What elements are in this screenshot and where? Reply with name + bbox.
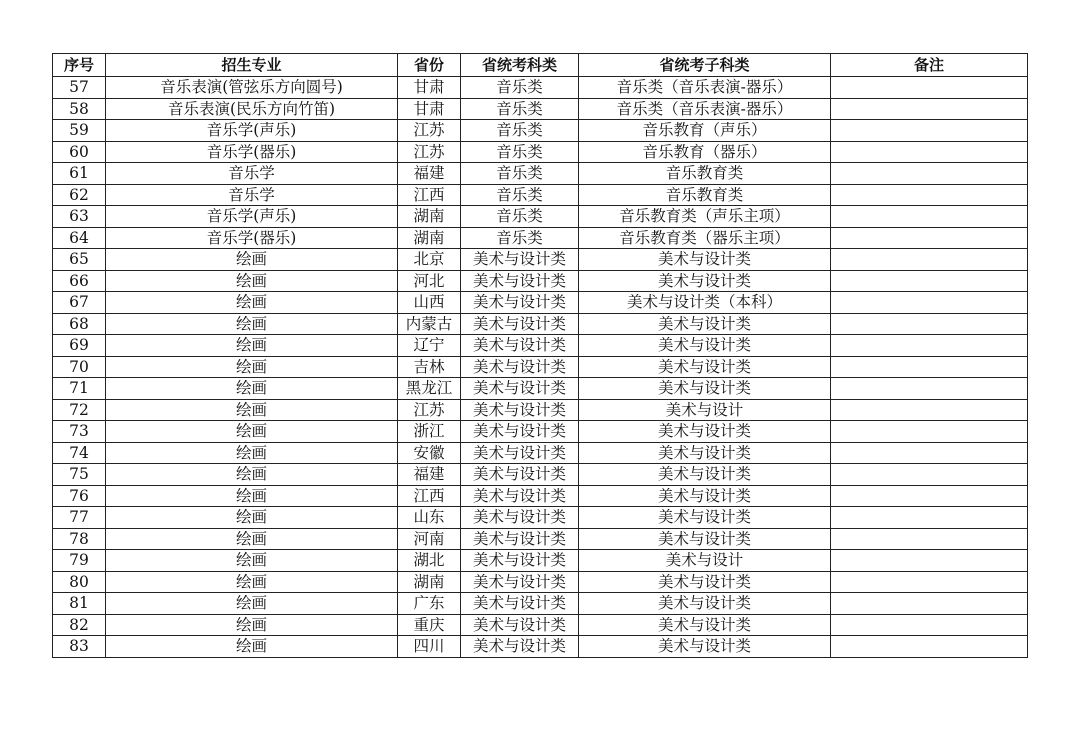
cell-major: 音乐学(器乐) (106, 141, 398, 163)
cell-major: 绘画 (106, 356, 398, 378)
cell-note (831, 313, 1028, 335)
cell-province: 广东 (398, 593, 461, 615)
header-province: 省份 (398, 54, 461, 77)
cell-province: 安徽 (398, 442, 461, 464)
cell-note (831, 98, 1028, 120)
cell-note (831, 378, 1028, 400)
cell-major: 音乐学(声乐) (106, 206, 398, 228)
cell-province: 辽宁 (398, 335, 461, 357)
cell-province: 浙江 (398, 421, 461, 443)
cell-major: 音乐表演(管弦乐方向圆号) (106, 77, 398, 99)
cell-category: 美术与设计类 (461, 593, 579, 615)
cell-no: 61 (53, 163, 106, 185)
cell-subcategory: 美术与设计类 (579, 378, 831, 400)
cell-note (831, 356, 1028, 378)
table-row (53, 98, 1028, 120)
cell-category: 美术与设计类 (461, 356, 579, 378)
table-row (53, 270, 1028, 292)
table-row (53, 356, 1028, 378)
cell-no: 82 (53, 614, 106, 636)
cell-major: 绘画 (106, 442, 398, 464)
cell-province: 河南 (398, 528, 461, 550)
cell-province: 甘肃 (398, 98, 461, 120)
table-row (53, 292, 1028, 314)
cell-note (831, 507, 1028, 529)
cell-note (831, 485, 1028, 507)
cell-province: 江西 (398, 184, 461, 206)
cell-no: 68 (53, 313, 106, 335)
cell-category: 美术与设计类 (461, 614, 579, 636)
cell-subcategory: 美术与设计类 (579, 571, 831, 593)
cell-category: 音乐类 (461, 98, 579, 120)
cell-note (831, 421, 1028, 443)
cell-major: 绘画 (106, 571, 398, 593)
cell-note (831, 270, 1028, 292)
cell-note (831, 163, 1028, 185)
cell-major: 绘画 (106, 528, 398, 550)
header-subcategory: 省统考子科类 (579, 54, 831, 77)
table-row (53, 507, 1028, 529)
cell-subcategory: 音乐类（音乐表演-器乐） (579, 98, 831, 120)
cell-no: 75 (53, 464, 106, 486)
cell-subcategory: 美术与设计类 (579, 313, 831, 335)
cell-no: 79 (53, 550, 106, 572)
cell-major: 音乐学(声乐) (106, 120, 398, 142)
cell-subcategory: 美术与设计类 (579, 636, 831, 658)
table-row (53, 77, 1028, 99)
cell-province: 江苏 (398, 141, 461, 163)
cell-province: 山西 (398, 292, 461, 314)
cell-province: 福建 (398, 163, 461, 185)
cell-subcategory: 音乐类（音乐表演-器乐） (579, 77, 831, 99)
admissions-table-sheet (52, 53, 1027, 658)
cell-major: 绘画 (106, 313, 398, 335)
cell-category: 音乐类 (461, 163, 579, 185)
cell-province: 湖南 (398, 206, 461, 228)
table-row (53, 335, 1028, 357)
cell-no: 66 (53, 270, 106, 292)
cell-no: 72 (53, 399, 106, 421)
cell-subcategory: 美术与设计类 (579, 464, 831, 486)
table-body (53, 77, 1028, 658)
cell-note (831, 571, 1028, 593)
cell-no: 58 (53, 98, 106, 120)
cell-note (831, 120, 1028, 142)
cell-major: 绘画 (106, 636, 398, 658)
cell-province: 江苏 (398, 399, 461, 421)
cell-province: 湖南 (398, 227, 461, 249)
cell-subcategory: 美术与设计类（本科） (579, 292, 831, 314)
cell-note (831, 206, 1028, 228)
cell-category: 音乐类 (461, 184, 579, 206)
table-row (53, 464, 1028, 486)
cell-category: 美术与设计类 (461, 571, 579, 593)
table-row (53, 442, 1028, 464)
cell-subcategory: 音乐教育（声乐） (579, 120, 831, 142)
cell-note (831, 550, 1028, 572)
cell-subcategory: 美术与设计类 (579, 614, 831, 636)
cell-category: 音乐类 (461, 120, 579, 142)
cell-no: 80 (53, 571, 106, 593)
table-row (53, 227, 1028, 249)
cell-no: 73 (53, 421, 106, 443)
cell-no: 63 (53, 206, 106, 228)
cell-subcategory: 美术与设计类 (579, 270, 831, 292)
cell-major: 绘画 (106, 292, 398, 314)
cell-subcategory: 美术与设计类 (579, 249, 831, 271)
cell-no: 70 (53, 356, 106, 378)
cell-category: 音乐类 (461, 206, 579, 228)
cell-note (831, 141, 1028, 163)
table-row (53, 399, 1028, 421)
cell-note (831, 442, 1028, 464)
cell-no: 78 (53, 528, 106, 550)
cell-subcategory: 美术与设计类 (579, 335, 831, 357)
cell-subcategory: 美术与设计类 (579, 421, 831, 443)
table-row (53, 421, 1028, 443)
table-row (53, 528, 1028, 550)
cell-category: 美术与设计类 (461, 528, 579, 550)
table-row (53, 614, 1028, 636)
cell-no: 65 (53, 249, 106, 271)
header-category: 省统考科类 (461, 54, 579, 77)
cell-note (831, 249, 1028, 271)
cell-subcategory: 美术与设计类 (579, 528, 831, 550)
admissions-table (52, 53, 1028, 658)
cell-province: 吉林 (398, 356, 461, 378)
cell-category: 美术与设计类 (461, 421, 579, 443)
cell-subcategory: 美术与设计类 (579, 442, 831, 464)
cell-subcategory: 美术与设计类 (579, 507, 831, 529)
cell-major: 绘画 (106, 270, 398, 292)
cell-category: 美术与设计类 (461, 399, 579, 421)
header-no: 序号 (53, 54, 106, 77)
cell-major: 绘画 (106, 421, 398, 443)
cell-province: 江西 (398, 485, 461, 507)
cell-note (831, 335, 1028, 357)
table-row (53, 593, 1028, 615)
table-row (53, 636, 1028, 658)
cell-major: 音乐表演(民乐方向竹笛) (106, 98, 398, 120)
table-row (53, 141, 1028, 163)
table-row (53, 485, 1028, 507)
cell-category: 美术与设计类 (461, 335, 579, 357)
cell-note (831, 77, 1028, 99)
cell-no: 59 (53, 120, 106, 142)
cell-category: 音乐类 (461, 227, 579, 249)
cell-no: 74 (53, 442, 106, 464)
cell-province: 江苏 (398, 120, 461, 142)
header-major: 招生专业 (106, 54, 398, 77)
cell-no: 71 (53, 378, 106, 400)
cell-no: 81 (53, 593, 106, 615)
table-row (53, 163, 1028, 185)
cell-major: 绘画 (106, 378, 398, 400)
cell-province: 湖南 (398, 571, 461, 593)
table-row (53, 249, 1028, 271)
cell-note (831, 184, 1028, 206)
cell-province: 山东 (398, 507, 461, 529)
cell-note (831, 614, 1028, 636)
header-note: 备注 (831, 54, 1028, 77)
cell-note (831, 636, 1028, 658)
cell-major: 绘画 (106, 593, 398, 615)
cell-major: 绘画 (106, 399, 398, 421)
cell-province: 内蒙古 (398, 313, 461, 335)
cell-subcategory: 音乐教育类 (579, 184, 831, 206)
table-row (53, 184, 1028, 206)
cell-major: 绘画 (106, 485, 398, 507)
cell-major: 绘画 (106, 249, 398, 271)
cell-category: 美术与设计类 (461, 636, 579, 658)
cell-major: 音乐学 (106, 163, 398, 185)
cell-province: 甘肃 (398, 77, 461, 99)
cell-subcategory: 美术与设计类 (579, 356, 831, 378)
cell-note (831, 593, 1028, 615)
cell-note (831, 399, 1028, 421)
cell-category: 美术与设计类 (461, 292, 579, 314)
cell-note (831, 464, 1028, 486)
cell-category: 美术与设计类 (461, 442, 579, 464)
cell-subcategory: 美术与设计 (579, 550, 831, 572)
cell-no: 76 (53, 485, 106, 507)
cell-province: 北京 (398, 249, 461, 271)
cell-major: 绘画 (106, 335, 398, 357)
cell-province: 河北 (398, 270, 461, 292)
cell-category: 美术与设计类 (461, 249, 579, 271)
cell-note (831, 528, 1028, 550)
cell-subcategory: 美术与设计类 (579, 593, 831, 615)
table-row (53, 550, 1028, 572)
cell-category: 美术与设计类 (461, 464, 579, 486)
cell-province: 黑龙江 (398, 378, 461, 400)
cell-province: 四川 (398, 636, 461, 658)
table-row (53, 378, 1028, 400)
cell-note (831, 292, 1028, 314)
table-row (53, 120, 1028, 142)
cell-no: 67 (53, 292, 106, 314)
cell-no: 69 (53, 335, 106, 357)
table-row (53, 571, 1028, 593)
cell-category: 音乐类 (461, 141, 579, 163)
cell-no: 60 (53, 141, 106, 163)
cell-subcategory: 音乐教育（器乐） (579, 141, 831, 163)
cell-category: 美术与设计类 (461, 485, 579, 507)
cell-subcategory: 音乐教育类 (579, 163, 831, 185)
cell-subcategory: 美术与设计类 (579, 485, 831, 507)
cell-subcategory: 音乐教育类（声乐主项） (579, 206, 831, 228)
cell-province: 湖北 (398, 550, 461, 572)
cell-no: 83 (53, 636, 106, 658)
cell-subcategory: 美术与设计 (579, 399, 831, 421)
cell-major: 音乐学(器乐) (106, 227, 398, 249)
cell-no: 57 (53, 77, 106, 99)
cell-category: 美术与设计类 (461, 550, 579, 572)
cell-major: 绘画 (106, 550, 398, 572)
cell-major: 绘画 (106, 507, 398, 529)
cell-major: 绘画 (106, 464, 398, 486)
cell-no: 64 (53, 227, 106, 249)
cell-major: 绘画 (106, 614, 398, 636)
cell-category: 美术与设计类 (461, 507, 579, 529)
cell-category: 美术与设计类 (461, 270, 579, 292)
cell-province: 福建 (398, 464, 461, 486)
cell-category: 美术与设计类 (461, 378, 579, 400)
table-row (53, 313, 1028, 335)
cell-note (831, 227, 1028, 249)
cell-category: 音乐类 (461, 77, 579, 99)
cell-major: 音乐学 (106, 184, 398, 206)
cell-subcategory: 音乐教育类（器乐主项） (579, 227, 831, 249)
cell-no: 77 (53, 507, 106, 529)
table-header-row (53, 54, 1028, 77)
cell-no: 62 (53, 184, 106, 206)
cell-province: 重庆 (398, 614, 461, 636)
table-row (53, 206, 1028, 228)
cell-category: 美术与设计类 (461, 313, 579, 335)
